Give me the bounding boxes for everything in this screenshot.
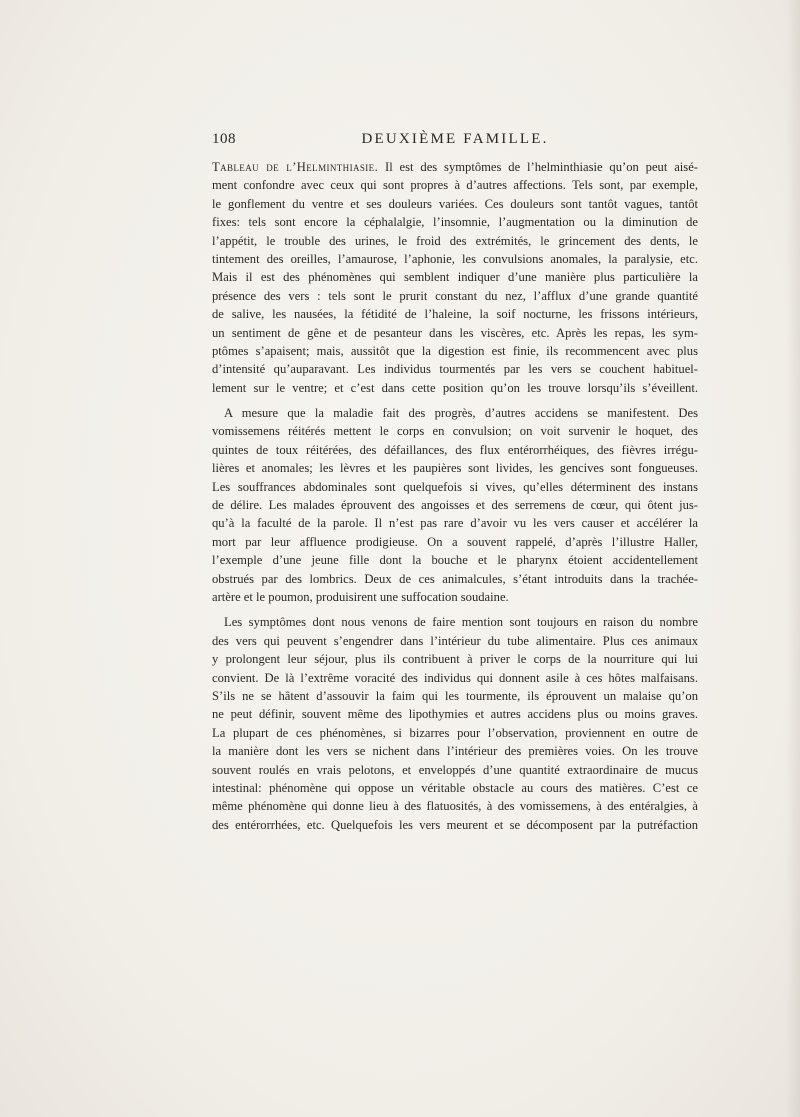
- text-line: Tableau de l’Helminthiasie. Il est des symptômes de l’helminthiasie qu’on peut aisé-: [212, 160, 698, 174]
- text-line: des entérorrhées, etc. Quelquefois les vers meurent et se décomposent par la putréfaction: [212, 817, 698, 832]
- text-line: le gonflement du ventre et ses douleurs variées. Ces douleurs sont tantôt vagues, tantôt: [212, 196, 698, 211]
- text-line: ne peut définir, souvent même des lipothymies et autres accidens plus ou moins graves.: [212, 707, 698, 722]
- text-line: l’exemple d’une jeune fille dont la bouche et le pharynx étoient accidentellement: [212, 553, 698, 568]
- text-line: A mesure que la maladie fait des progrès, d’autres accidens se manifestent. Des: [224, 406, 698, 421]
- text-line: S’ils ne se hâtent d’assouvir la faim qui les tourmente, ils éprouvent un malaise qu’on: [212, 688, 698, 703]
- page-number: 108: [212, 131, 236, 147]
- text-line: fixes: tels sont encore la céphalalgie, l’insomnie, l’augmentation ou la diminution de: [212, 215, 698, 230]
- text-line: Mais il est des phénomènes qui semblent indiquer d’une manière plus particulière la: [212, 270, 698, 285]
- text-line: obstrués par des lombrics. Deux de ces animalcules, s’étant introduits dans la trachée-: [212, 571, 698, 586]
- running-head: DEUXIÈME FAMILLE.: [361, 131, 549, 147]
- text-line: qu’à la faculté de la parole. Il n’est pas rare d’avoir vu les vers causer et accélérer la: [212, 516, 698, 531]
- text-line: intestinal: phénomène qui oppose un véritable obstacle au cours des matières. C’est ce: [212, 780, 698, 795]
- text-line: de salive, les nausées, la fétidité de l’haleine, la soif nocturne, les frissons intérieurs,: [212, 307, 698, 322]
- text-line: convient. De là l’extrême voracité des individus qui donnent asile à ces hôtes malfaisans.: [212, 670, 698, 685]
- text-line: ptômes s’apaisent; mais, aussitôt que la digestion est finie, ils recommencent avec plus: [212, 343, 698, 358]
- text-line: mort par leur affluence prodigieuse. On a souvent rappelé, d’après l’illustre Haller,: [212, 534, 698, 549]
- text-line: l’appétit, le trouble des urines, le froid des extrémités, le grincement des dents, le: [212, 233, 698, 248]
- text-line: La plupart de ces phénomènes, si bizarres pour l’observation, proviennent en outre de: [212, 725, 698, 740]
- text-line: y prolongent leur séjour, plus ils contribuent à priver le corps de la nourriture qui lui: [212, 652, 698, 667]
- text-line: ment confondre avec ceux qui sont propres à d’autres affections. Tels sont, par exemple,: [212, 178, 698, 193]
- body-text: [212, 158, 698, 834]
- text-line: de délire. Les malades éprouvent des angoisses et des serremens de cœur, qui ôtent jus-: [212, 498, 698, 513]
- text-line: d’intensité qu’auparavant. Les individus tourmentés par les vers se couchent habituel-: [212, 362, 698, 377]
- section-lead: Tableau de l’Helminthiasie.: [212, 160, 379, 174]
- text-line: la manière dont les vers se nichent dans l’intérieur des premières voies. On les trouve: [212, 744, 698, 759]
- text-line: lières et anomales; les lèvres et les paupières sont livides, les gencives sont fongueuses.: [212, 461, 698, 476]
- text-line: quintes de toux réitérées, des défaillances, des flux entérorrhéiques, des fièvres irrégu-: [212, 442, 698, 457]
- text-line: présence des vers : tels sont le prurit constant du nez, l’afflux d’une grande quantité: [212, 288, 698, 303]
- text-line: Les symptômes dont nous venons de faire mention sont toujours en raison du nombre: [224, 615, 698, 630]
- text-line: même phénomène qui donne lieu à des flatuosités, à des vomissemens, à des entéralgies, à: [212, 799, 698, 814]
- text-line: souvent roulés en vrais pelotons, et enveloppés d’une quantité extraordinaire de mucus: [212, 762, 698, 777]
- text-line: un sentiment de gêne et de pesanteur dans les viscères, etc. Après les repas, les sym-: [212, 325, 698, 340]
- text-line: Les souffrances abdominales sont quelquefois si vives, qu’elles déterminent des instans: [212, 479, 698, 494]
- text-line: artère et le poumon, produisirent une suffocation soudaine.: [212, 589, 509, 604]
- page-edge-shadow: [786, 0, 800, 1117]
- text-line: des vers qui peuvent s’engendrer dans l’intérieur du tube alimentaire. Plus ces animaux: [212, 633, 698, 648]
- text-line: lement sur le ventre; et c’est dans cette position qu’on les trouve lorsqu’ils s’éveillent.: [212, 380, 698, 395]
- page-header: [212, 131, 698, 153]
- text-line: vomissemens réitérés mettent le corps en convulsion; on voit survenir le hoquet, des: [212, 424, 698, 439]
- text-line: tintement des oreilles, l’amaurose, l’aphonie, les convulsions anomales, la paralysie, etc.: [212, 251, 698, 266]
